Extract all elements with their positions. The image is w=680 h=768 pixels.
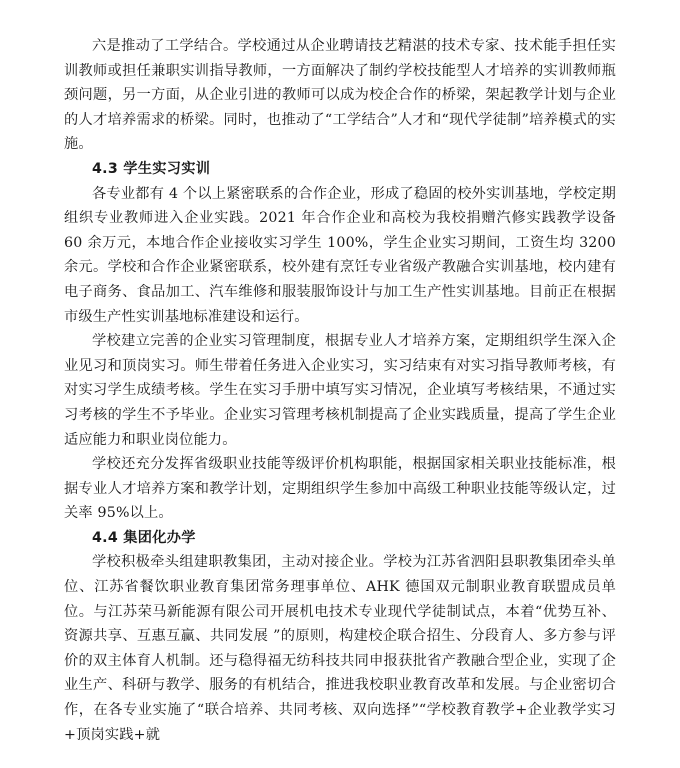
paragraph-work-study: 六是推动了工学结合。学校通过从企业聘请技艺精湛的技术专家、技术能手担任实训教师或担任兼职实训指导教师，一方面解决了制约学校技能型人才培养的实训教师瓶颈问题，另一方面，从企业引进的教师可以成为校企合作的桥梁，架起教学计划与企业的人才培养需求的桥梁。同时，也推动了“工学结合”人才和“现代学徒制”培养模式的实施。 — [64, 38, 616, 153]
paragraph-skill-certification: 学校还充分发挥省级职业技能等级评价机构职能，根据国家相关职业技能标准，根据专业人才培养方案和教学计划，定期组织学生参加中高级工种职业技能等级认定，过关率 95%以上。 — [64, 456, 616, 522]
section-heading-internship: 4.3 学生实习实训 — [92, 160, 211, 177]
section-heading-group-schooling: 4.4 集团化办学 — [92, 529, 196, 546]
paragraph-internship-management: 学校建立完善的企业实习管理制度，根据专业人才培养方案，定期组织学生深入企业见习和顶岗实习。师生带着任务进入企业实习，实习结束有对实习指导教师考核，有对实习学生成绩考核。学生在实习手册中填写实习情况，企业填写考核结果，不通过实习考核的学生不予毕业。企业实习管理考核机制提高了企业实践质量，提高了学生企业适应能力和职业岗位能力。 — [64, 333, 616, 448]
paragraph-vocational-group: 学校积极牵头组建职教集团，主动对接企业。学校为江苏省泗阳县职教集团牵头单位、江苏省餐饮职业教育集团常务理事单位、AHK 德国双元制职业教育联盟成员单位。与江苏荣马新能源有限公司开展机电技术专业现代学徒制试点，本着“优势互补、资源共享、互惠互赢、共同发展 ”的原则，构建校企联合招生、分段育人、多方参与评价的双主体育人机制。还与稳得福无纺科技共同申报获批省产教融合型企业，实现了企业生产、科研与教学、服务的有机结合，推进我校职业教育改革和发展。与企业密切合作，在各专业实施了“联合培养、共同考核、双向选择”“学校教育教学+企业教学实习+顶岗实践+就 — [64, 554, 616, 743]
paragraph-partner-enterprises: 各专业都有 4 个以上紧密联系的合作企业，形成了稳固的校外实训基地，学校定期组织专业教师进入企业实践。2021 年合作企业和高校为我校捐赠汽修实践教学设备 60 余万元，本地合作企业接收实习学生 100%，学生企业实习期间，工资生均 3200 余元。学校和合作企业紧密联系，校外建有烹饪专业省级产教融合实训基地，校内建有电子商务、食品加工、汽车维修和服装服饰设计与加工生产性实训基地。目前正在根据市级生产性实训基地标准建设和运行。 — [64, 185, 616, 325]
